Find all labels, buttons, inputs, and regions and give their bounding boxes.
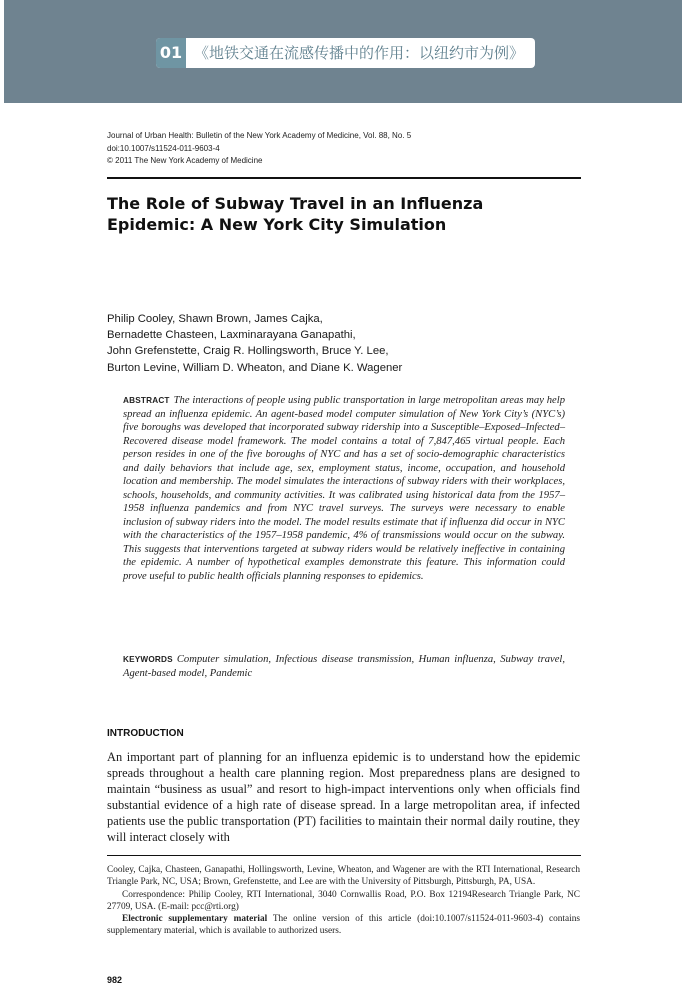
- banner-number: 01: [156, 38, 186, 68]
- article-title-line-2: Epidemic: A New York City Simulation: [107, 215, 447, 234]
- footnotes: [107, 864, 580, 938]
- keywords-text: Computer simulation, Infectious disease transmission, Human influenza, Subway travel, Agent-based model, Pandemic: [123, 654, 565, 679]
- page-number: 982: [107, 975, 123, 985]
- footnote-rule: [107, 855, 581, 856]
- author-line: Bernadette Chasteen, Laxminarayana Ganapathi,: [107, 329, 356, 342]
- article-title-line-1: The Role of Subway Travel in an Influenza: [107, 194, 484, 213]
- footnote-affiliations: Cooley, Cajka, Chasteen, Ganapathi, Hollingsworth, Levine, Wheaton, and Wagener are with the RTI International, Research Triangle Park, NC, USA; Brown, Grefenstette, and Lee are with the University of Pittsburgh, Pittsburgh, PA, USA.: [107, 865, 580, 888]
- journal-copyright: © 2011 The New York Academy of Medicine: [107, 156, 263, 165]
- footnote-correspondence: Correspondence: Philip Cooley, RTI International, 3040 Cornwallis Road, P.O. Box 12194Research Triangle Park, NC 27709, USA. (E-mail: pcc@rti.org): [107, 889, 580, 912]
- journal-citation: Journal of Urban Health: Bulletin of the New York Academy of Medicine, Vol. 88, No. 5: [107, 131, 412, 140]
- author-line: Burton Levine, William D. Wheaton, and Diane K. Wagener: [107, 361, 403, 374]
- introduction-heading: INTRODUCTION: [107, 728, 184, 739]
- abstract: [123, 394, 565, 583]
- header-banner: [4, 0, 682, 103]
- keywords-label: KEYWORDS: [123, 655, 173, 664]
- journal-info: [107, 130, 411, 168]
- supplementary-label: Electronic supplementary material: [122, 914, 268, 925]
- author-list: [107, 311, 577, 376]
- author-line: John Grefenstette, Craig R. Hollingsworth, Bruce Y. Lee,: [107, 345, 389, 358]
- article-title: [107, 193, 577, 235]
- introduction-text: An important part of planning for an influenza epidemic is to understand how the epidemic spreads throughout a health care planning region. Most preparedness plans are designed to maintain “business as usual” and resort to high-impact interventions only when officials find substantial evidence of a high rate of disease spread. In a large metropolitan area, if infected patients use the public transportation (PT) facilities to maintain their normal daily routine, they will interact closely with: [107, 750, 580, 844]
- keywords: [123, 653, 565, 680]
- abstract-text: The interactions of people using public transportation in large metropolitan areas may help spread an influenza epidemic. An agent-based model computer simulation of New York City’s (NYC’s) five boroughs was developed that incorporated subway ridership into a Susceptible–Exposed–Infected–Recovered disease model framework. The model contains a total of 7,847,465 virtual people. Each person resides in one of the five boroughs of NYC and has a set of socio-demographic characteristics and daily behaviors that include age, sex, employment status, income, occupation, and household location and membership. The model simulates the interactions of subway riders with their workplaces, schools, households, and community activities. It was calibrated using historical data from the 1957–1958 influenza pandemics and from NYC travel surveys. The surveys were necessary to enable inclusion of subway riders into the model. The model results estimate that if influenza did occur in NYC with the characteristics of the 1957–1958 pandemic, 4% of transmissions would occur on the subway. This suggests that interventions targeted at subway riders would be relatively ineffective in containing the epidemic. A number of hypothetical examples demonstrate this feature. This information could prove useful to public health officials planning responses to epidemics.: [123, 395, 565, 582]
- title-top-rule: [107, 177, 581, 179]
- footnote-supplementary: [107, 913, 580, 938]
- abstract-label: ABSTRACT: [123, 396, 170, 405]
- banner-title-pill: [156, 38, 535, 68]
- author-line: Philip Cooley, Shawn Brown, James Cajka,: [107, 313, 323, 325]
- journal-doi: doi:10.1007/s11524-011-9603-4: [107, 143, 220, 153]
- banner-title: 《地铁交通在流感传播中的作用：以纽约市为例》: [194, 44, 525, 62]
- supplementary-text: The online version of this article (doi:10.1007/s11524-011-9603-4) contains supplementary material, which is available to authorized users.: [107, 914, 580, 937]
